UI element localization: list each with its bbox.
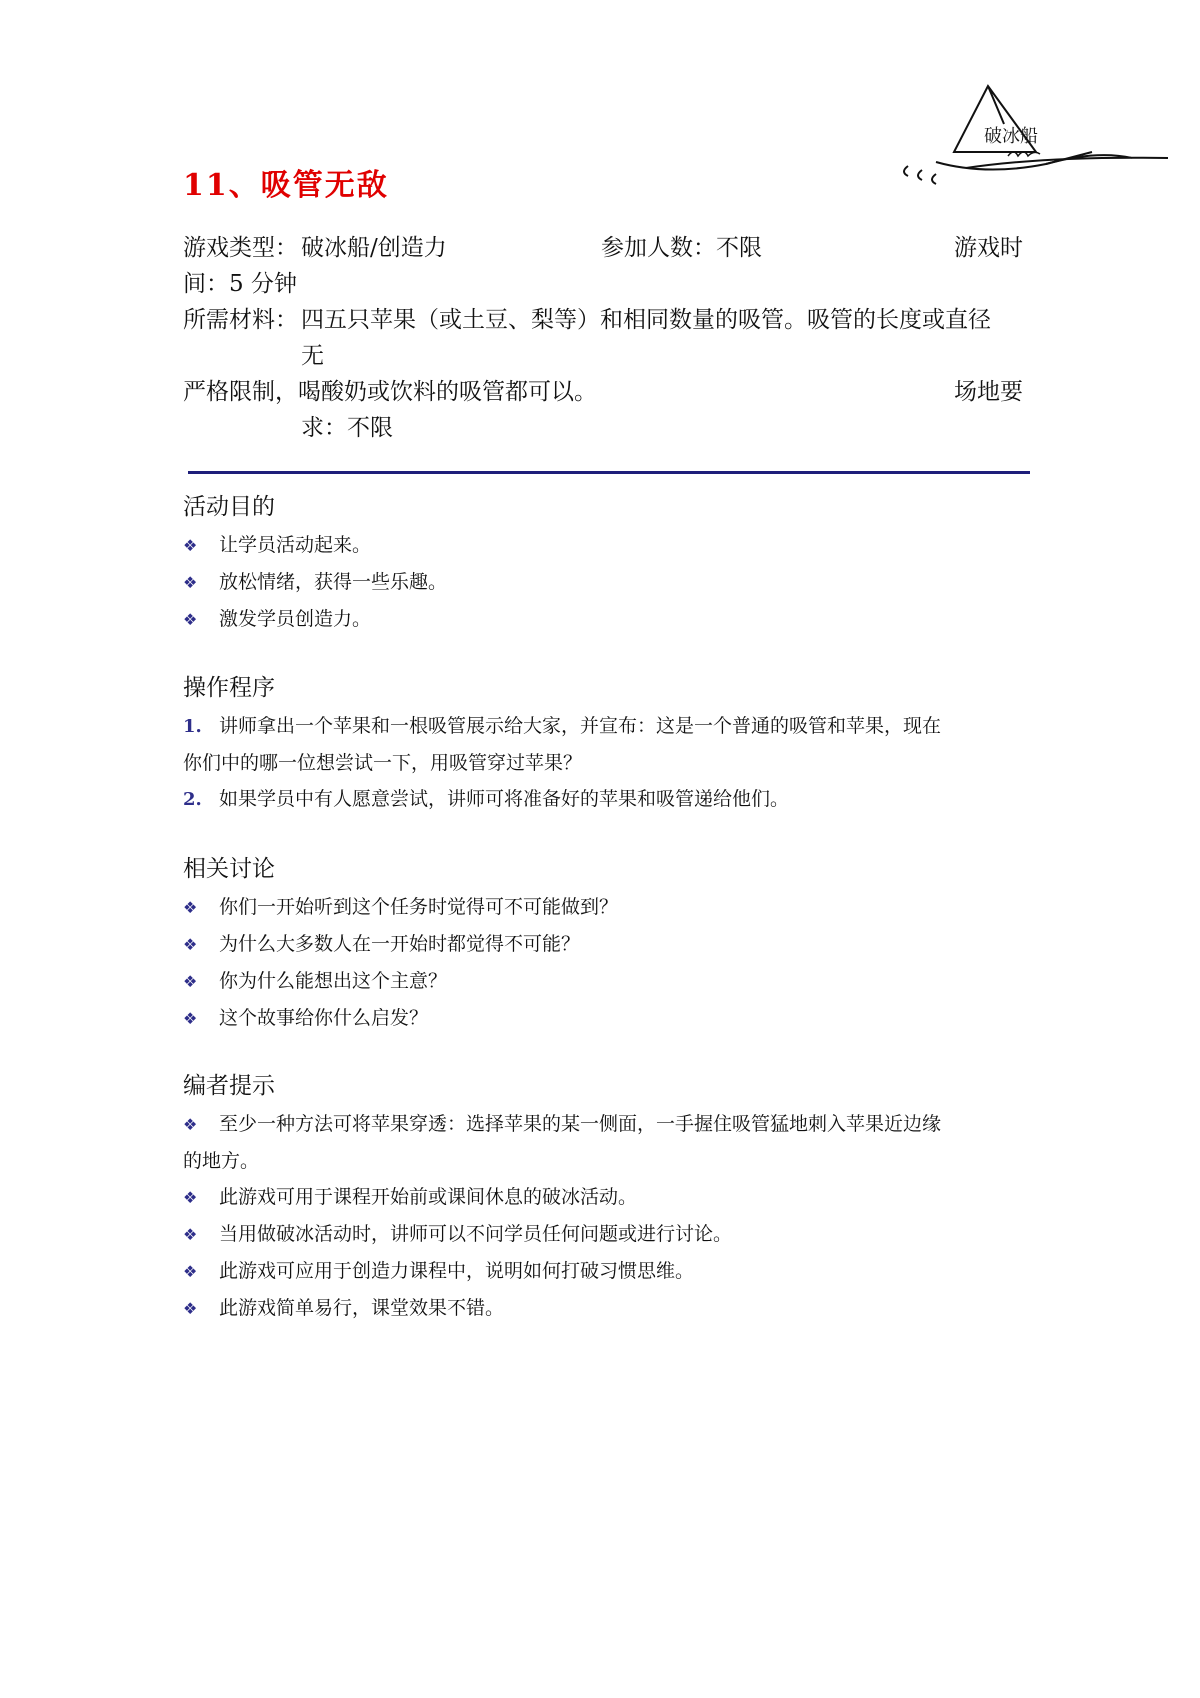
materials-line3: 严格限制，喝酸奶或饮料的吸管都可以。: [183, 379, 597, 405]
discussion-section: [183, 849, 1023, 1037]
wave-line-icon: [966, 155, 1168, 168]
procedure-step: 1. 讲师拿出一个苹果和一根吸管展示给大家，并宣布：这是一个普通的吸管和苹果，现在: [183, 708, 1023, 745]
time-info-part1: 游戏时: [954, 235, 1023, 261]
section-divider: [188, 471, 1030, 474]
list-item: ❖ 激发学员创造力。: [183, 601, 1023, 638]
procedure-step: 2. 如果学员中有人愿意尝试，讲师可将准备好的苹果和吸管递给他们。: [183, 781, 1023, 818]
procedure-step-continued: 你们中的哪一位想尝试一下，用吸管穿过苹果？: [183, 752, 583, 774]
diamond-bullet-icon: ❖: [183, 1225, 198, 1244]
diamond-bullet-icon: ❖: [183, 1299, 198, 1318]
page-title: 11、吸管无敌: [183, 168, 389, 203]
list-item-continued: 的地方。: [183, 1150, 260, 1172]
list-item: ❖ 此游戏可用于课程开始前或课间休息的破冰活动。: [183, 1179, 1023, 1216]
time-info-part2: 间：5 分钟: [183, 271, 297, 297]
list-item: ❖ 这个故事给你什么启发？: [183, 1000, 1023, 1037]
list-item: ❖ 至少一种方法可将苹果穿透：选择苹果的某一侧面，一手握住吸管猛地刺入苹果近边缘: [183, 1106, 1023, 1143]
venue-part1: 场地要: [954, 379, 1023, 405]
boat-hull-icon: [936, 152, 1092, 170]
diamond-bullet-icon: ❖: [183, 1115, 198, 1134]
diamond-bullet-icon: ❖: [183, 536, 198, 555]
tips-heading: 编者提示: [183, 1073, 275, 1099]
diamond-bullet-icon: ❖: [183, 898, 198, 917]
purpose-section: [183, 487, 1023, 638]
logo-text: 破冰船: [984, 126, 1038, 147]
waves-icon: [904, 166, 936, 184]
list-item: ❖ 你为什么能想出这个主意？: [183, 963, 1023, 1000]
procedure-section: [183, 668, 1023, 818]
list-item: ❖ 此游戏简单易行，课堂效果不错。: [183, 1290, 1023, 1327]
players-info: 参加人数：不限: [601, 235, 762, 261]
materials-line1: 四五只苹果（或土豆、梨等）和相同数量的吸管。吸管的长度或直径: [301, 307, 991, 333]
hull-scribble-icon: [1008, 152, 1040, 156]
diamond-bullet-icon: ❖: [183, 972, 198, 991]
list-item: ❖ 放松情绪，获得一些乐趣。: [183, 564, 1023, 601]
discussion-heading: 相关讨论: [183, 856, 275, 882]
diamond-bullet-icon: ❖: [183, 1262, 198, 1281]
venue-part2: 求：不限: [301, 415, 393, 441]
list-item: ❖ 当用做破冰活动时，讲师可以不问学员任何问题或进行讨论。: [183, 1216, 1023, 1253]
game-type-value: 破冰船/创造力: [301, 235, 447, 261]
list-item: ❖ 此游戏可应用于创造力课程中，说明如何打破习惯思维。: [183, 1253, 1023, 1290]
tips-section: [183, 1066, 1023, 1327]
diamond-bullet-icon: ❖: [183, 573, 198, 592]
step-number: 1.: [183, 716, 202, 737]
list-item: ❖ 让学员活动起来。: [183, 527, 1023, 564]
list-item: ❖ 你们一开始听到这个任务时觉得可不可能做到？: [183, 889, 1023, 926]
list-item: ❖ 为什么大多数人在一开始时都觉得不可能？: [183, 926, 1023, 963]
materials-label: 所需材料：: [183, 307, 298, 333]
materials-line2: 无: [301, 343, 324, 369]
diamond-bullet-icon: ❖: [183, 610, 198, 629]
game-type-label: 游戏类型：: [183, 235, 298, 261]
icebreaker-boat-logo: [896, 84, 1170, 204]
procedure-heading: 操作程序: [183, 675, 275, 701]
diamond-bullet-icon: ❖: [183, 1009, 198, 1028]
purpose-heading: 活动目的: [183, 494, 275, 520]
game-info: [183, 230, 1023, 446]
diamond-bullet-icon: ❖: [183, 935, 198, 954]
diamond-bullet-icon: ❖: [183, 1188, 198, 1207]
step-number: 2.: [183, 789, 202, 810]
